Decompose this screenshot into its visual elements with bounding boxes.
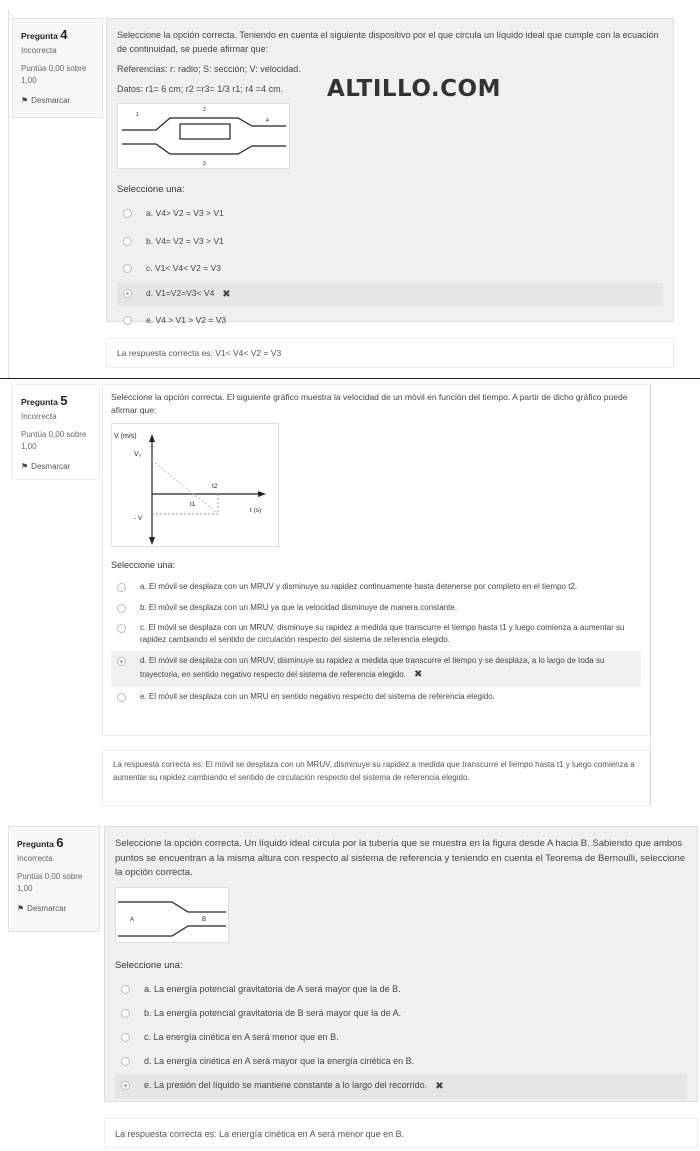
pipe-diagram xyxy=(118,104,289,168)
question-status: Incorrecta xyxy=(17,853,53,863)
option-a[interactable]: a. El móvil se desplaza con un MRUV y disminuye su rapidez continuamente hasta detenerse por completo en el tiempo t2. xyxy=(111,577,641,597)
option-e[interactable]: e. La presión del líquido se mantiene constante a lo largo del recorrido. ✖ xyxy=(115,1074,687,1100)
point-b-label: B xyxy=(202,917,207,924)
incorrect-icon: ✖ xyxy=(435,1080,444,1092)
correct-answer-feedback: La respuesta correcta es: La energía cinética en A será menor que en B. xyxy=(104,1118,698,1148)
question-info-4 xyxy=(12,18,103,118)
radio-button[interactable] xyxy=(121,1033,130,1042)
velocity-time-chart xyxy=(112,424,278,546)
flag-icon: ⚑ xyxy=(17,903,25,913)
question-info-5 xyxy=(12,384,100,480)
flag-icon: ⚑ xyxy=(21,461,29,471)
pipe-figure xyxy=(117,103,290,169)
divider xyxy=(650,384,651,806)
question-score: Puntúa 0,00 sobre xyxy=(17,871,83,881)
t1-label: t1 xyxy=(190,501,196,509)
question-label: Pregunta 4 xyxy=(21,27,68,42)
flag-toggle[interactable]: ⚑ Desmarcar xyxy=(21,95,71,105)
point-a-label: A xyxy=(130,917,135,924)
pipe-inner-body xyxy=(180,124,230,139)
y-axis-label: V (m/s) xyxy=(114,433,137,441)
option-c[interactable]: c. El móvil se desplaza con un MRUV, disminuye su rapidez a medida que transcurre el tiempo hasta t1 y luego comienza a aumentar su rapidez cambiando el sentido de circulación respecto del sistema de referencia elegido. xyxy=(111,618,641,651)
tube-figure xyxy=(115,887,229,943)
option-b[interactable]: b. El móvil se desplaza con un MRU ya que la velocidad disminuye de manera constante. xyxy=(111,598,641,618)
radio-button[interactable] xyxy=(123,264,132,273)
radio-button[interactable] xyxy=(117,657,126,666)
figure-label-4: 4 xyxy=(266,117,269,124)
figure-label-3: 3 xyxy=(203,160,206,167)
option-b[interactable]: b. V4= V2 = V3 > V1 xyxy=(117,231,663,252)
t2-label: t2 xyxy=(212,483,218,491)
question-prompt: Seleccione la opción correcta. Un líquido ideal circula por la tubería que se muestra en la figura desde A hacia B. Sabiendo que ambos puntos se encuentran a la misma altura con respecto al sistema de referencia y teniendo en cuenta el Teorema de Bernoulli, seleccione la opción correcta. xyxy=(115,838,686,879)
x-axis-label: t (s) xyxy=(250,507,262,515)
radio-button[interactable] xyxy=(123,289,132,298)
question-score-max: 1,00 xyxy=(17,883,33,893)
select-label: Seleccione una: xyxy=(111,560,176,571)
option-d[interactable]: d. La energía cinética en A será mayor que la energía cinética en B. xyxy=(115,1050,687,1074)
question-score-max: 1,00 xyxy=(21,75,37,85)
velocity-graph xyxy=(111,423,279,547)
select-label: Seleccione una: xyxy=(115,960,183,972)
watermark-logo: ALTILLO.COM xyxy=(327,76,501,102)
question-references: Referencias: r: radio; S: sección; V: velocidad. xyxy=(117,63,301,74)
question-label: Pregunta 6 xyxy=(17,835,64,850)
option-c[interactable]: c. V1< V4< V2 = V3 xyxy=(117,258,663,279)
page-separator xyxy=(0,378,700,379)
velocity-line xyxy=(152,460,218,514)
flag-toggle[interactable]: ⚑ Desmarcar xyxy=(17,903,67,913)
figure-label-2: 2 xyxy=(203,106,206,113)
incorrect-icon: ✖ xyxy=(413,669,423,681)
incorrect-icon: ✖ xyxy=(222,288,231,300)
option-d[interactable]: d. V1=V2=V3< V4 ✖ xyxy=(117,283,663,307)
select-label: Seleccione una: xyxy=(117,183,185,195)
question-status: Incorrecta xyxy=(21,411,57,421)
radio-button[interactable] xyxy=(121,1009,130,1018)
option-a[interactable]: a. V4> V2 = V3 > V1 xyxy=(117,203,663,224)
question-score: Puntúa 0,00 sobre xyxy=(21,429,87,439)
option-c[interactable]: c. La energía cinética en A será menor que en B. xyxy=(115,1026,687,1050)
radio-button[interactable] xyxy=(117,693,126,702)
correct-answer-feedback: La respuesta correcta es: V1< V4< V2 = V3 xyxy=(106,338,674,368)
question-prompt: Seleccione la opción correcta. Teniendo en cuenta el siguiente dispositivo por el que circula un líquido ideal que cumple con la ecuación de continuidad, se puede afirmar que: xyxy=(117,30,659,54)
option-e[interactable]: e. El móvil se desplaza con un MRU en sentido negativo respecto del sistema de referencia elegido. xyxy=(111,687,641,707)
radio-button[interactable] xyxy=(117,624,126,633)
flag-icon: ⚑ xyxy=(21,95,29,105)
question-content-6 xyxy=(104,826,698,1102)
radio-button[interactable] xyxy=(123,237,132,246)
question-info-6 xyxy=(8,826,100,932)
flag-toggle[interactable]: ⚑ Desmarcar xyxy=(21,461,71,471)
question-label: Pregunta 5 xyxy=(21,393,68,408)
radio-button[interactable] xyxy=(117,604,126,613)
option-d[interactable]: d. El móvil se desplaza con un MRUV, disminuye su rapidez a medida que transcurre el tiempo y se desplaza, a lo largo de toda su trayectoria, en sentido negativo respecto del sistema de referencia elegido. ✖ xyxy=(111,651,641,687)
tube-diagram xyxy=(116,888,228,942)
question-score-max: 1,00 xyxy=(21,441,37,451)
option-b[interactable]: b. La energía potencial gravitatoria de B será mayor que la de A. xyxy=(115,1002,687,1026)
radio-button[interactable] xyxy=(121,1081,130,1090)
option-a[interactable]: a. La energía potencial gravitatoria de A será mayor que la de B. xyxy=(115,978,687,1002)
radio-button[interactable] xyxy=(121,1057,130,1066)
radio-button[interactable] xyxy=(123,209,132,218)
radio-button[interactable] xyxy=(117,583,126,592)
neg-v-label: - V xyxy=(134,515,143,523)
divider xyxy=(8,10,9,378)
question-prompt: Seleccione la opción correcta. El siguiente gráfico muestra la velocidad de un móvil en función del tiempo. A partir de dicho gráfico puede afirmar que: xyxy=(111,392,628,416)
question-data: Datos: r1= 6 cm; r2 =r3= 1/3 r1; r4 =4 cm. xyxy=(117,83,284,94)
option-e[interactable]: e. V4 > V1 > V2 = V3 xyxy=(117,310,663,331)
radio-button[interactable] xyxy=(121,985,130,994)
figure-label-1: 1 xyxy=(136,111,139,118)
v0-label: V₀ xyxy=(134,451,142,459)
question-status: Incorrecta xyxy=(21,45,57,55)
question-score: Puntúa 0,00 sobre xyxy=(21,63,87,73)
question-content-5 xyxy=(102,384,650,736)
question-content-4 xyxy=(106,18,674,326)
radio-button[interactable] xyxy=(123,316,132,325)
correct-answer-feedback: La respuesta correcta es: El móvil se desplaza con un MRUV, disminuye su rapidez a medida que transcurre el tiempo hasta t1 y luego comienza a aumentar su rapidez cambiando el sentido de circulación respecto del sistema de referencia elegido. xyxy=(102,750,650,806)
